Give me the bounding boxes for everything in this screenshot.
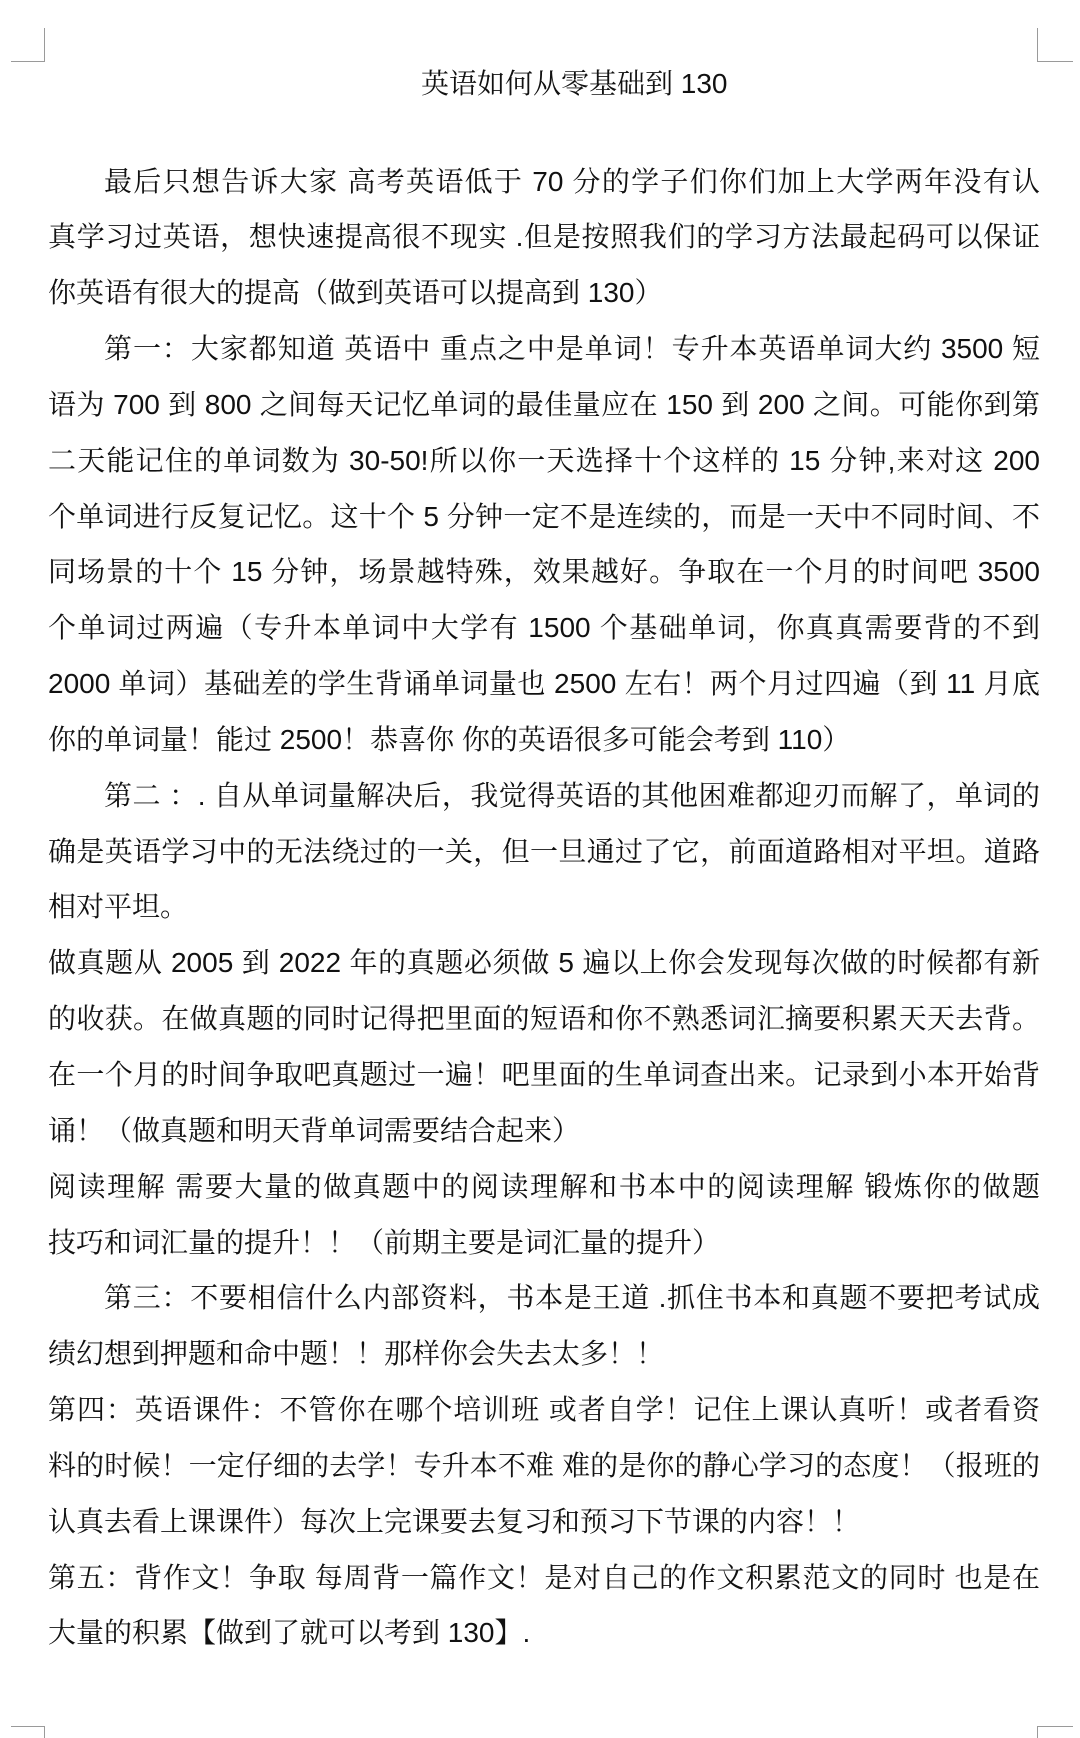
paragraph-third <box>48 1270 1040 1382</box>
text-line: 语为 700 到 800 之间每天记忆单词的最佳量应在 150 到 200 之间。可能你到第 <box>48 388 1040 420</box>
text-line: 第四：英语课件：不管你在哪个培训班 或者自学！记住上课认真听！或者看资 <box>48 1394 1040 1426</box>
text-line: 第一：大家都知道 英语中 重点之中是单词！专升本英语单词大约 3500 短 <box>104 333 1040 365</box>
paragraph-past-exams <box>48 935 1040 1158</box>
paragraph-fifth <box>48 1550 1040 1662</box>
text-line: 最后只想告诉大家 高考英语低于 70 分的学子们你们加上大学两年没有认 <box>104 165 1040 197</box>
text-line: 诵！（做真题和明天背单词需要结合起来） <box>48 1114 581 1146</box>
text-line: 确是英语学习中的无法绕过的一关，但一旦通过了它，前面道路相对平坦。道路 <box>48 835 1040 867</box>
text-line: 第三：不要相信什么内部资料，书本是王道 .抓住书本和真题不要把考试成 <box>104 1282 1040 1314</box>
text-line: 在一个月的时间争取吧真题过一遍！吧里面的生单词查出来。记录到小本开始背 <box>48 1059 1040 1090</box>
crop-mark-bottom-left-vertical <box>44 1726 45 1738</box>
text-line: 的收获。在做真题的同时记得把里面的短语和你不熟悉词汇摘要积累天天去背。 <box>48 1003 1040 1035</box>
crop-mark-bottom-right-horizontal <box>1037 1726 1073 1727</box>
text-line: 相对平坦。 <box>48 891 189 923</box>
document-title: 英语如何从零基础到 130 <box>421 67 728 99</box>
text-line: 料的时候！一定仔细的去学！专升本不难 难的是你的静心学习的态度！（报班的 <box>48 1449 1040 1481</box>
text-line: 第五：背作文！争取 每周背一篇作文！是对自己的作文积累范文的同时 也是在 <box>48 1561 1040 1593</box>
paragraph-first <box>48 321 1040 768</box>
text-line: 二天能记住的单词数为 30-50!所以你一天选择十个这样的 15 分钟,来对这 200 <box>48 444 1040 476</box>
text-line: 个单词过两遍（专升本单词中大学有 1500 个基础单词，你真真需要背的不到 <box>48 612 1040 644</box>
text-line: 认真去看上课课件）每次上完课要去复习和预习下节课的内容！！ <box>48 1505 861 1537</box>
crop-mark-bottom-right-vertical <box>1037 1726 1038 1738</box>
crop-mark-top-left-vertical <box>44 28 45 62</box>
paragraph-reading <box>48 1159 1040 1271</box>
crop-mark-top-right-vertical <box>1037 28 1038 62</box>
paragraph-second <box>48 768 1040 936</box>
text-line: 绩幻想到押题和命中题！！那样你会失去太多！！ <box>48 1338 665 1370</box>
text-line: 大量的积累【做到了就可以考到 130】. <box>48 1617 531 1649</box>
paragraph-intro <box>48 154 1040 322</box>
paragraph-fourth <box>48 1382 1040 1550</box>
crop-mark-top-right-horizontal <box>1037 61 1073 62</box>
crop-mark-top-left-horizontal <box>11 61 45 62</box>
text-line: 做真题从 2005 到 2022 年的真题必须做 5 遍以上你会发现每次做的时候都有新 <box>48 947 1040 979</box>
text-line: 真学习过英语，想快速提高很不现实 .但是按照我们的学习方法最起码可以保证 <box>48 221 1040 253</box>
text-line: 技巧和词汇量的提升！！（前期主要是词汇量的提升） <box>48 1226 721 1258</box>
text-line: 你英语有很大的提高（做到英语可以提高到 130） <box>48 277 663 309</box>
crop-mark-bottom-left-horizontal <box>11 1726 45 1727</box>
text-line: 同场景的十个 15 分钟，场景越特殊，效果越好。争取在一个月的时间吧 3500 <box>48 556 1040 588</box>
text-line: 个单词进行反复记忆。这十个 5 分钟一定不是连续的，而是一天中不同时间、不 <box>48 500 1040 532</box>
text-line: 2000 单词）基础差的学生背诵单词量也 2500 左右！两个月过四遍（到 11 月底 <box>48 668 1040 700</box>
text-line: 第二 ：. 自从单词量解决后，我觉得英语的其他困难都迎刃而解了，单词的 <box>104 779 1040 811</box>
text-line: 你的单词量！能过 2500！恭喜你 你的英语很多可能会考到 110） <box>48 723 851 755</box>
document-body <box>48 154 1040 1662</box>
text-line: 阅读理解 需要大量的做真题中的阅读理解和书本中的阅读理解 锻炼你的做题 <box>48 1170 1040 1202</box>
